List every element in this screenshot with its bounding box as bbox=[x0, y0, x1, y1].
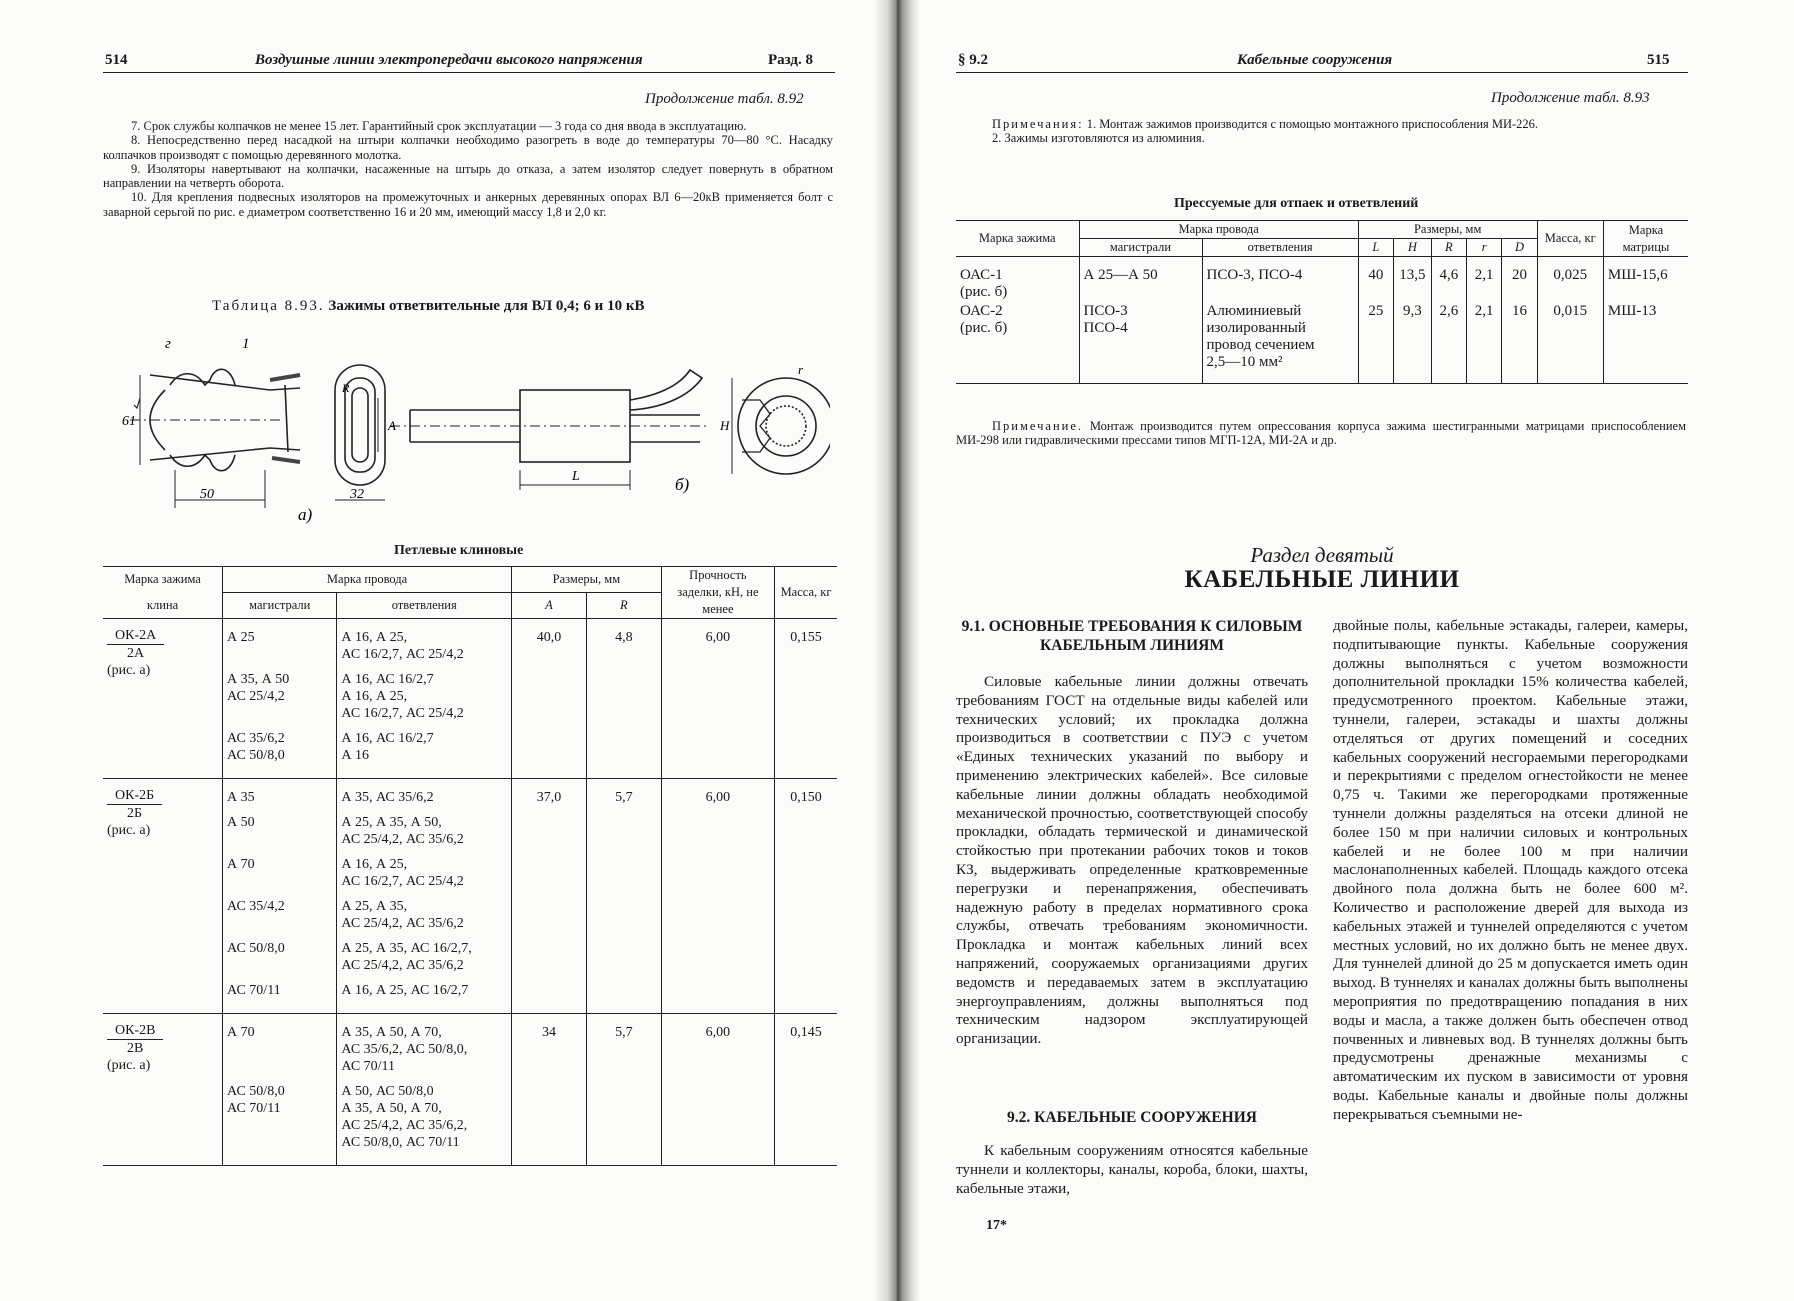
mark-g: г bbox=[165, 336, 171, 352]
branch-wire-cell: А 35, А 50, А 70, АС 35/6,2, АС 50/8,0, АС 70/11 bbox=[337, 1014, 512, 1076]
pressed-note-text: Монтаж производится путем опрессования корпуса зажима шестигранными матрицами приспособлением МИ-298 или гидравлическими прессами типов МГП-12А, МИ-2А и др. bbox=[956, 419, 1686, 448]
pressed-main-cell: ПСО-3 ПСО-4 bbox=[1079, 301, 1202, 384]
note-item: 8. Непосредственно перед насадкой на штыри колпачки необходимо разогреть в воде до температуры 70—80 °С. Насадку колпачков производят с помощью деревянного молотка. bbox=[103, 133, 833, 162]
clamp-fraction bbox=[107, 627, 164, 662]
branch-wire-cell: А 25, А 35, А 50, АС 25/4,2, АС 35/6,2 bbox=[337, 806, 512, 848]
strength-cell bbox=[661, 722, 774, 779]
wedge-name: 2А bbox=[127, 646, 145, 661]
pth-L: L bbox=[1358, 239, 1393, 257]
clamp-fraction bbox=[107, 787, 162, 822]
main-wire-cell: А 50 bbox=[223, 806, 337, 848]
th-R: R bbox=[586, 593, 661, 619]
note-1: 1. Монтаж зажимов производится с помощью монтажного приспособления МИ-226. bbox=[1086, 117, 1539, 131]
table-subtitle: Петлевые клиновые bbox=[394, 543, 524, 558]
clamp-name: ОК-2А bbox=[107, 627, 164, 645]
figure-ref: (рис. а) bbox=[107, 663, 151, 678]
size-R-cell bbox=[586, 890, 661, 932]
dim-H: H bbox=[720, 418, 730, 433]
section-9-1-title: 9.1. ОСНОВНЫЕ ТРЕБОВАНИЯ К СИЛОВЫМ КАБЕЛЬНЫМ ЛИНИЯМ bbox=[961, 618, 1303, 654]
part-title: Раздел девятый bbox=[1250, 543, 1394, 567]
pressed-branch-cell: Алюминиевый изолированный провод сечением 2,5—10 мм² bbox=[1202, 301, 1358, 384]
main-wire-cell: АС 35/4,2 bbox=[223, 890, 337, 932]
pressed-note bbox=[956, 419, 1686, 448]
header-rule bbox=[103, 72, 835, 73]
mass-cell bbox=[775, 1075, 837, 1166]
dim-A: A bbox=[388, 418, 396, 433]
section-9-2-title: 9.2. КАБЕЛЬНЫЕ СООРУЖЕНИЯ bbox=[1007, 1109, 1257, 1126]
pth-R: R bbox=[1431, 239, 1466, 257]
main-wire-cell: АС 50/8,0 bbox=[223, 932, 337, 974]
continuation-label-right: Продолжение табл. 8.93 bbox=[1491, 90, 1650, 106]
note-item: 10. Для крепления подвесных изоляторов на промежуточных и анкерных деревянных опорах ВЛ 6—20кВ применяется болт с заварной серьгой по рис. е диаметром соответственно 16 и 20 мм, имеющий массу 1,8 и 2,0 кг. bbox=[103, 190, 833, 219]
mass-cell: 0,150 bbox=[775, 779, 837, 807]
table-row bbox=[103, 779, 837, 807]
figure-label-b: б) bbox=[675, 475, 690, 494]
size-A-cell bbox=[512, 890, 587, 932]
size-R-cell bbox=[586, 1075, 661, 1166]
size-R-cell bbox=[586, 848, 661, 890]
branch-wire-cell: А 50, АС 50/8,0 А 35, А 50, А 70, АС 25/4,2, АС 35/6,2, АС 50/8,0, АС 70/11 bbox=[337, 1075, 512, 1166]
pressed-table bbox=[956, 220, 1688, 384]
pth-H: H bbox=[1394, 239, 1432, 257]
pressed-branch-cell: ПСО-3, ПСО-4 bbox=[1202, 257, 1358, 302]
dim-R: R bbox=[342, 381, 350, 395]
note-item: 7. Срок службы колпачков не менее 15 лет. Гарантийный срок эксплуатации — 3 года со дня ввода в эксплуатацию. bbox=[131, 119, 747, 133]
table-caption-title: Зажимы ответвительные для ВЛ 0,4; 6 и 10 кВ bbox=[328, 298, 645, 314]
main-wire-cell: АС 70/11 bbox=[223, 974, 337, 1014]
branch-wire-cell: А 35, АС 35/6,2 bbox=[337, 779, 512, 807]
mass-cell bbox=[775, 806, 837, 848]
mass-cell bbox=[775, 663, 837, 722]
section-9-1-text: Силовые кабельные линии должны отвечать требованиям ГОСТ на отдельные виды кабелей или технических условий; их прокладка должна производиться в соответствии с ПУЭ с учетом «Единых технических указаний по выбору и применению электрических кабелей». Все силовые кабельные линии должны обладать необходимой механической прочностью, соответствующей способу прокладки, обладать термической и динамической стойкостью при протекании рабочих токов и токов КЗ, выдерживать определенные кратковременные перегрузки и перенапряжения, обеспечивать надежную работу в пределах нормативного срока службы, отвечать требованиям экономичности. Прокладка и монтаж кабельных линий всех напряжений, сооружаемых организациями других ведомств и передаваемых затем в эксплуатацию энергоуправлениям, должны выполняться под техническим надзором эксплуатирующей организации. bbox=[956, 673, 1308, 1048]
strength-cell bbox=[661, 974, 774, 1014]
table-row bbox=[956, 257, 1688, 302]
figure-ref: (рис. а) bbox=[107, 823, 151, 838]
running-title: Воздушные линии электропередачи высокого напряжения bbox=[255, 52, 643, 68]
main-wire-cell: АС 35/6,2 АС 50/8,0 bbox=[223, 722, 337, 779]
pressed-L-cell: 25 bbox=[1358, 301, 1393, 384]
pth-wire: Марка провода bbox=[1079, 221, 1358, 239]
mass-cell: 0,155 bbox=[775, 619, 837, 664]
th-strength: Прочность заделки, кН, не менее bbox=[661, 567, 774, 619]
th-wire: Марка провода bbox=[223, 567, 512, 593]
wedge-name: 2Б bbox=[127, 806, 143, 821]
pressed-H-cell: 13,5 bbox=[1394, 257, 1432, 302]
table-caption-prefix: Таблица 8.93. bbox=[212, 298, 325, 314]
section-ref-right: § 9.2 bbox=[958, 52, 988, 68]
strength-cell bbox=[661, 848, 774, 890]
section-9-2-text: К кабельным сооружениям относятся кабельные туннели и коллекторы, каналы, короба, блоки, шахты, кабельные этажи, bbox=[956, 1142, 1308, 1197]
th-branch: ответвления bbox=[337, 593, 512, 619]
th-A: A bbox=[512, 593, 587, 619]
size-R-cell bbox=[586, 663, 661, 722]
pressed-R-cell: 2,6 bbox=[1431, 301, 1466, 384]
pth-branch: ответвления bbox=[1202, 239, 1358, 257]
strength-cell bbox=[661, 663, 774, 722]
mass-cell bbox=[775, 848, 837, 890]
branch-wire-cell: А 16, А 25, АС 16/2,7 bbox=[337, 974, 512, 1014]
pth-sizes: Размеры, мм bbox=[1358, 221, 1537, 239]
branch-wire-cell: А 16, АС 16/2,7 А 16 bbox=[337, 722, 512, 779]
pressed-mark-cell: ОАС-1 (рис. б) bbox=[960, 267, 1008, 300]
strength-cell bbox=[661, 1075, 774, 1166]
page-number-right: 515 bbox=[1647, 52, 1670, 68]
size-A-cell: 34 bbox=[512, 1014, 587, 1076]
size-R-cell bbox=[586, 974, 661, 1014]
branch-wire-cell: А 16, А 25, АС 16/2,7, АС 25/4,2 bbox=[337, 619, 512, 664]
clamp-mark-cell bbox=[103, 1014, 223, 1166]
note-item: 9. Изоляторы навертывают на колпачки, насаженные на штырь до отказа, а затем изолятор следует повернуть в обратном направлении на четверть оборота. bbox=[103, 161, 833, 191]
pth-mass: Масса, кг bbox=[1537, 221, 1603, 257]
branch-wire-cell: А 16, А 25, АС 16/2,7, АС 25/4,2 bbox=[337, 848, 512, 890]
book-gutter bbox=[874, 0, 920, 1301]
dim-32: 32 bbox=[350, 487, 364, 502]
size-A-cell bbox=[512, 806, 587, 848]
strength-cell: 6,00 bbox=[661, 779, 774, 807]
header-rule-right bbox=[956, 72, 1688, 73]
table-caption bbox=[212, 298, 644, 315]
mass-cell bbox=[775, 932, 837, 974]
clamp-mark-cell bbox=[103, 619, 223, 779]
th-mark: Марка зажима bbox=[124, 572, 201, 587]
main-wire-cell: А 35 bbox=[223, 779, 337, 807]
strength-cell: 6,00 bbox=[661, 619, 774, 664]
table-row bbox=[956, 301, 1688, 384]
pressed-D-cell: 16 bbox=[1502, 301, 1537, 384]
table-row bbox=[103, 619, 837, 664]
dim-L: L bbox=[572, 469, 580, 484]
mass-cell bbox=[775, 974, 837, 1014]
main-wire-cell: А 35, А 50 АС 25/4,2 bbox=[223, 663, 337, 722]
dim-50: 50 bbox=[200, 487, 214, 502]
pth-mark: Марка зажима bbox=[978, 231, 1056, 245]
pressed-note-label: Примечание. bbox=[992, 419, 1084, 433]
page-number: 514 bbox=[105, 52, 128, 68]
pressed-main-cell: А 25—А 50 bbox=[1079, 257, 1202, 302]
section-ref: Разд. 8 bbox=[768, 52, 814, 68]
pressed-H-cell: 9,3 bbox=[1394, 301, 1432, 384]
clamp-mark-cell bbox=[103, 779, 223, 1014]
mass-cell bbox=[775, 722, 837, 779]
strength-cell bbox=[661, 806, 774, 848]
clamp-name: ОК-2Б bbox=[107, 787, 162, 805]
size-A-cell bbox=[512, 848, 587, 890]
clamp-fraction bbox=[107, 1022, 163, 1057]
pth-r: r bbox=[1467, 239, 1502, 257]
note-2: 2. Зажимы изготовляются из алюминия. bbox=[992, 131, 1205, 146]
strength-cell bbox=[661, 890, 774, 932]
right-column-text: двойные полы, кабельные эстакады, галереи, камеры, подпитывающие пункты. Кабельные сооружения должны выполняться с учетом возможности дополнительной прокладки 15% количества кабелей, предусмотренного проектом. Кабельные этажи, туннели, галереи, эстакады и шахты должны отделяться от других помещений и соседних кабельных сооружений несгораемыми перегородками и перекрытиями с пределом огнестойкости не менее 0,75 ч. Такими же перегородками протяженные туннели должны разделяться на отсеки длиной не более 150 м при наличии силовых и контрольных кабелей и не более 100 м при наличии маслонаполненных кабелей. Площадь каждого отсека двойного пола должна быть не более 600 м². Количество и расположение дверей для выхода из кабельных этажей и туннелей определяются с учетом местных условий, но их должно быть не менее двух. Для туннелей длиной до 25 м допускается иметь один выход. В туннелях и каналах должны быть выполнены мероприятия по предотвращению попадания в них воды и масла, а также должен быть обеспечен отвод почвенных и ливневых вод. В туннелях должны быть предусмотрены дренажные механизмы с автоматическим их пуском в зависимости от уровня воды. Кабельные каналы и двойные полы должны перекрываться съемными не- bbox=[1333, 617, 1688, 1123]
size-R-cell bbox=[586, 806, 661, 848]
size-R-cell: 4,8 bbox=[586, 619, 661, 664]
th-sizes: Размеры, мм bbox=[512, 567, 662, 593]
strength-cell: 6,00 bbox=[661, 1014, 774, 1076]
clamp-drawing bbox=[110, 330, 830, 530]
pressed-r-cell: 2,1 bbox=[1467, 301, 1502, 384]
size-A-cell bbox=[512, 974, 587, 1014]
dim-r: r bbox=[798, 362, 804, 377]
th-main: магистрали bbox=[223, 593, 337, 619]
pressed-matrix-cell: МШ-13 bbox=[1603, 301, 1688, 384]
main-wire-cell: АС 50/8,0 АС 70/11 bbox=[223, 1075, 337, 1166]
th-mass: Масса, кг bbox=[775, 567, 837, 619]
size-R-cell: 5,7 bbox=[586, 779, 661, 807]
branch-wire-cell: А 16, АС 16/2,7 А 16, А 25, АС 16/2,7, АС 25/4,2 bbox=[337, 663, 512, 722]
notes-right bbox=[956, 117, 1686, 146]
pth-D: D bbox=[1502, 239, 1537, 257]
branch-wire-cell: А 25, А 35, АС 25/4,2, АС 35/6,2 bbox=[337, 890, 512, 932]
pressed-D-cell: 20 bbox=[1502, 257, 1537, 302]
figure-label-a: а) bbox=[298, 505, 313, 524]
pth-matrix: Марка матрицы bbox=[1603, 221, 1688, 257]
pressed-mass-cell: 0,025 bbox=[1537, 257, 1603, 302]
pressed-matrix-cell: МШ-15,6 bbox=[1603, 257, 1688, 302]
signature-mark: 17* bbox=[986, 1218, 1007, 1233]
main-wire-cell: А 70 bbox=[223, 1014, 337, 1076]
pressed-r-cell: 2,1 bbox=[1467, 257, 1502, 302]
size-A-cell bbox=[512, 1075, 587, 1166]
continuation-label: Продолжение табл. 8.92 bbox=[645, 91, 804, 107]
mass-cell bbox=[775, 890, 837, 932]
running-title-right: Кабельные сооружения bbox=[1237, 52, 1393, 68]
clamp-name: ОК-2В bbox=[107, 1022, 163, 1040]
dim-61: 61 bbox=[122, 414, 136, 429]
main-wire-cell: А 70 bbox=[223, 848, 337, 890]
size-A-cell bbox=[512, 932, 587, 974]
pressed-mark-cell: ОАС-2 (рис. б) bbox=[960, 303, 1008, 336]
size-A-cell: 40,0 bbox=[512, 619, 587, 664]
size-A-cell: 37,0 bbox=[512, 779, 587, 807]
figure-ref: (рис. а) bbox=[107, 1058, 151, 1073]
pth-main: магистрали bbox=[1079, 239, 1202, 257]
size-A-cell bbox=[512, 722, 587, 779]
size-R-cell bbox=[586, 722, 661, 779]
pressed-title: Прессуемые для отпаек и ответвлений bbox=[1174, 196, 1419, 211]
mark-1: 1 bbox=[242, 336, 250, 352]
wedge-name: 2В bbox=[127, 1041, 144, 1056]
th-wedge: клина bbox=[146, 597, 179, 612]
mass-cell: 0,145 bbox=[775, 1014, 837, 1076]
chapter-title: КАБЕЛЬНЫЕ ЛИНИИ bbox=[1184, 566, 1460, 593]
size-R-cell bbox=[586, 932, 661, 974]
branch-wire-cell: А 25, А 35, АС 16/2,7, АС 25/4,2, АС 35/6,2 bbox=[337, 932, 512, 974]
notes-block bbox=[103, 119, 833, 219]
pressed-R-cell: 4,6 bbox=[1431, 257, 1466, 302]
size-A-cell bbox=[512, 663, 587, 722]
notes-label: Примечания: bbox=[992, 117, 1084, 131]
pressed-L-cell: 40 bbox=[1358, 257, 1393, 302]
size-R-cell: 5,7 bbox=[586, 1014, 661, 1076]
clamp-table bbox=[103, 566, 837, 1166]
strength-cell bbox=[661, 932, 774, 974]
table-row bbox=[103, 1014, 837, 1076]
pressed-mass-cell: 0,015 bbox=[1537, 301, 1603, 384]
main-wire-cell: А 25 bbox=[223, 619, 337, 664]
